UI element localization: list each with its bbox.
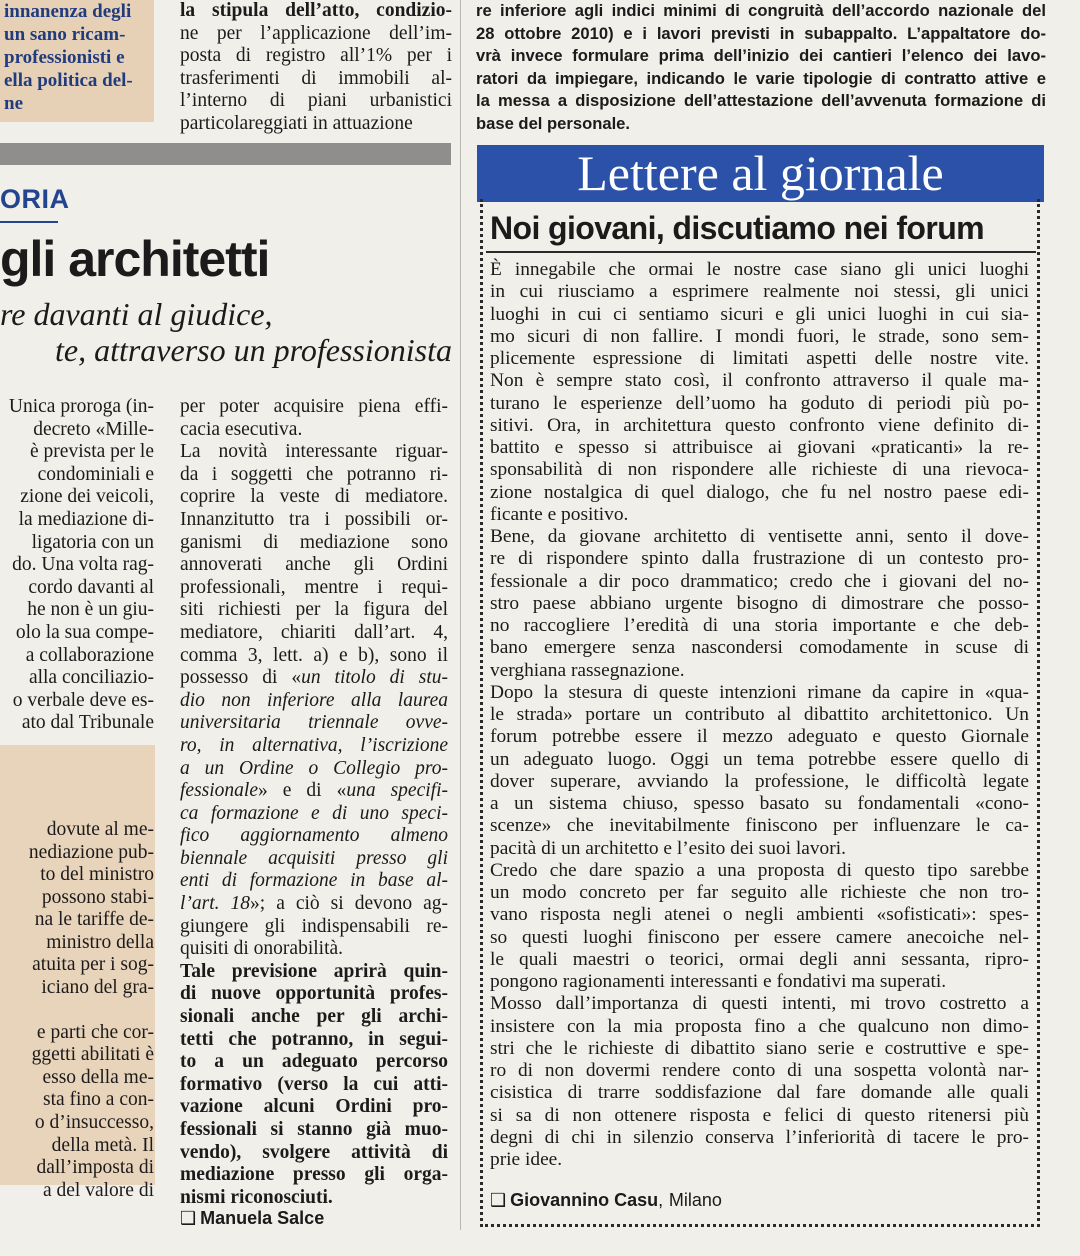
article-headline: gli architetti	[0, 231, 270, 287]
col2-italic-line: universitaria triennale ovve-	[180, 712, 448, 734]
col1-line: he non è un giu-	[27, 599, 154, 621]
top-col2-line: posta di registro all’1% per i	[180, 45, 452, 67]
col2-line: professionali, mentre i requi-	[180, 576, 448, 598]
col2-italic-span: fessionale	[180, 780, 258, 802]
col1-line: a collaborazione	[25, 644, 154, 666]
col1-line: na le tariffe de-	[34, 909, 154, 931]
letter-body	[490, 259, 1029, 1171]
col1-line: ministro della	[46, 931, 154, 953]
col2-line: La novità interessante riguar-	[180, 441, 448, 463]
letter-line: Dopo la stesura di queste intenzioni rimane da capire in «qua-	[490, 681, 1029, 703]
letter-line: si sa di non ottenere risposta e felici di questo ritenersi più	[490, 1104, 1029, 1126]
col2-italic-line: biennale acquisiti presso gli	[180, 847, 448, 869]
col2-line: da i soggetti che potranno ri-	[180, 463, 448, 485]
col2-line: comma 3, lett. a) e b), sono il	[180, 644, 448, 666]
letter-headline-rule	[486, 251, 1036, 253]
letter-line: le strada» portare un contributo al dibattito architettonico. Un	[490, 704, 1029, 725]
col1-line: o verbale deve es-	[12, 689, 154, 711]
letter-line: ro di non dovermi rendere conto di una sospetta volontà nar-	[490, 1060, 1029, 1081]
col2-italic-span: un titolo di stu-	[301, 667, 448, 689]
letter-line: un adeguato luogo. Oggi un tema potrebbe essere quello di	[490, 748, 1029, 770]
col2-bold-line: fessionali si stanno già muo-	[180, 1119, 448, 1140]
column-gap	[0, 1000, 154, 1022]
col1-line: do. Una volta rag-	[12, 554, 154, 576]
letter-line: sitivi. Ora, in architettura questo confronto viene definito di-	[490, 414, 1029, 436]
letter-line: pongono ragionamenti interessanti e fondativi ma superati.	[490, 971, 947, 992]
letter-line: battito e spesso si attribuisce ai giovani «praticanti» la re-	[490, 437, 1029, 458]
col2-bold-line: tetti che potranno, in segui-	[180, 1028, 448, 1050]
letter-line: le quali maestri o teorici, ormai degli anni sessanta, ripro-	[490, 948, 1029, 970]
col2-italic-line: fico aggiornamento almeno	[180, 825, 448, 847]
col2-bold-line: Tale previsione aprirà quin-	[180, 960, 448, 982]
letter-line: È innegabile che ormai le nostre case siano gli unici luoghi	[490, 259, 1029, 280]
col1-line: iciano del gra-	[41, 977, 154, 999]
top-col2-line: l’interno di piani urbanistici	[180, 90, 452, 112]
col2-span: » e di «	[258, 780, 347, 802]
letter-line: Non è sempre stato così, il confronto attraverso il quale ma-	[490, 370, 1029, 392]
col2-line: giungere gli indispensabili re-	[180, 915, 448, 937]
col1-line: condominiali e	[37, 463, 154, 485]
signature-name: Giovannino Casu	[510, 1190, 659, 1210]
letter-line: luoghi in cui ci sentiamo sicuri e gli unici luoghi in cui sia-	[490, 303, 1029, 325]
col2-line: siti richiesti per la figura del	[180, 599, 448, 621]
col1-line: a del valore di	[43, 1179, 154, 1201]
top-col2-line: la stipula dell’atto, condizio-	[180, 0, 452, 21]
col2-bold-line: sionali anche per gli archi-	[180, 1006, 448, 1028]
letter-line: stro paese abbiano urgente bisogno di dimostrare che posso-	[490, 592, 1029, 614]
col2-line	[180, 780, 448, 803]
letter-line: cisistica di trarre soddisfazione dal fare domande alle quali	[490, 1082, 1029, 1104]
col2-italic-line: ca formazione e di uno speci-	[180, 802, 448, 824]
byline-name: Manuela Salce	[200, 1208, 325, 1228]
col2-line	[180, 893, 448, 916]
article-byline	[180, 1208, 324, 1229]
letter-signature	[490, 1190, 722, 1211]
article-column-2	[180, 396, 448, 1209]
subhead-line-2: te, attraverso un professionista	[54, 332, 452, 368]
col1-line: possono stabi-	[41, 886, 154, 908]
col1-line: zione dei veicoli,	[20, 486, 154, 508]
shaded-box-line: professionisti e	[4, 47, 125, 68]
col2-bold-line: to a un adeguato percorso	[180, 1051, 448, 1073]
col1-line: la mediazione di-	[18, 508, 154, 530]
shaded-box-line: un sano ricam-	[4, 24, 126, 45]
letter-line: scenze» che inevitabilmente finiscono per influenzare le ca-	[490, 815, 1029, 837]
square-outline-icon: ❑	[180, 1208, 197, 1229]
top-right-line: re inferiore agli indici minimi di congruità dell’accordo nazionale del	[476, 1, 1046, 20]
letter-line: vano risposta negli atenei o negli ambienti «sofisticati»: spes-	[490, 904, 1029, 926]
col2-line: annoverati anche gli Ordini	[180, 554, 448, 576]
letter-line: mo sicuri di non fallire. I mondi fuori, le strade, sono sem-	[490, 325, 1029, 347]
col1-line: decreto «Mille-	[33, 418, 154, 440]
letter-headline: Noi giovani, discutiamo nei forum	[490, 210, 985, 246]
col2-bold-line: vendo), svolgere attività di	[180, 1141, 448, 1163]
top-col2-line: particolareggiati in attuazione	[180, 112, 413, 134]
shaded-box-line: ne	[4, 93, 23, 114]
col1-line: cordo davanti al	[28, 576, 154, 598]
letter-line: degni di chi in silenzio conserva l’inferiorità di tacere le pro-	[490, 1126, 1029, 1148]
article-subhead	[0, 296, 452, 368]
col1-line: o d’insuccesso,	[34, 1112, 154, 1134]
col2-line: per poter acquisire piena effi-	[180, 396, 448, 417]
letter-line: pacità di un architetto e l’esito dei suoi lavori.	[490, 837, 846, 859]
letters-banner-title: Lettere al giornale	[577, 145, 944, 201]
top-left-shaded-box	[0, 0, 154, 122]
top-col2-line: ne per l’applicazione dell’im-	[180, 22, 452, 44]
col2-bold-line: formativo (verso la cui atti-	[180, 1073, 448, 1095]
col1-line: olo la sua compe-	[15, 621, 154, 643]
top-right-line: la messa a disposizione dell’attestazione dell’avvenuta formazione di	[476, 91, 1046, 110]
letter-line: re di rispondere spinto dalla frustrazione di un contesto pro-	[490, 548, 1029, 570]
col1-line: ligatoria con un	[31, 531, 154, 553]
col2-span: »; a ciò si devono ag-	[250, 893, 448, 915]
top-right-line: ratori da impiegare, indicando le varie tipologie di contratto attive e	[476, 68, 1046, 88]
letter-line: bano emergere senza nascondersi comodamente in scuse di	[490, 637, 1029, 659]
square-outline-icon: ❑	[490, 1190, 507, 1211]
letter-line: a un sistema chiuso, spesso basato su fondamentali «cono-	[490, 793, 1029, 814]
col2-italic-span: una specifi-	[346, 780, 448, 802]
col2-line	[180, 667, 448, 690]
col1-line: atuita per i sog-	[32, 954, 154, 976]
column-gap	[0, 735, 154, 819]
col2-line: mediatore, chiariti dall’art. 4,	[180, 621, 448, 643]
letter-line: sponsabilità di non rispondere alle richieste di una rievoca-	[490, 459, 1029, 481]
col1-line: to del ministro	[40, 864, 154, 886]
col1-line: alla conciliazio-	[28, 667, 154, 689]
col2-line: coprire la veste di mediatore.	[180, 486, 448, 508]
col2-line: Innanzitutto tra i possibili or-	[180, 508, 448, 530]
col2-italic-line: ro, in alternativa, l’iscrizione	[180, 734, 448, 756]
letter-line: in cui riusciamo a esprimere realmente noi stessi, gli unici	[490, 281, 1029, 303]
col2-italic-line: a un Ordine o Collegio pro-	[180, 757, 448, 779]
col1-line: della metà. Il	[51, 1134, 154, 1156]
col2-bold-line: vazione alcuni Ordini pro-	[180, 1096, 448, 1118]
top-right-line: 28 ottobre 2010) e i lavori previsti in subappalto. L’appaltatore do-	[476, 23, 1046, 43]
column-divider	[460, 0, 461, 1230]
letter-line: Bene, da giovane architetto di ventisette anni, sento il dove-	[490, 526, 1029, 547]
top-column-2	[180, 0, 452, 136]
shaded-box-line: innanenza degli	[4, 1, 132, 22]
col2-bold-line: nismi riconosciuti.	[180, 1186, 333, 1208]
col1-line: ggetti abilitati è	[31, 1044, 154, 1066]
col2-line: quisiti di onorabilità.	[180, 938, 344, 960]
letter-line: forum potrebbe essere il mezzo adeguato e questo Giornale	[490, 726, 1029, 748]
col1-line: Unica proroga (in-	[8, 396, 154, 417]
letter-line: plicemente espressione di limitati aspetti delle nostre vite.	[490, 348, 1029, 369]
letter-line: stri che le richieste di dibattito siano serie e costruttive e spe-	[490, 1037, 1029, 1059]
letter-line: fessionale a dir poco drammatico; credo che i giovani del no-	[490, 570, 1029, 592]
letter-line: dover superare, avviando la professione, le difficoltà legate	[490, 770, 1029, 792]
letter-line: Credo che dare spazio a una proposta di questo tipo sarebbe	[490, 859, 1029, 881]
letter-line: turano le esperienze dell’uomo ha goduto di periodi più po-	[490, 392, 1029, 414]
col2-span: possesso di «	[180, 667, 302, 689]
subhead-line-1: re davanti al giudice,	[0, 296, 273, 332]
col2-italic-line: dio non inferiore alla laurea	[180, 689, 448, 711]
col1-line: sta fino a con-	[42, 1089, 154, 1111]
col1-line: e parti che cor-	[36, 1021, 154, 1043]
col2-italic-span: l’art. 18	[180, 893, 251, 915]
shaded-box-line: ella politica del-	[4, 70, 133, 91]
section-label-underline	[0, 221, 58, 223]
col2-bold-line: di nuove opportunità profes-	[180, 983, 448, 1005]
letter-line: prie idee.	[490, 1149, 563, 1170]
article-column-1	[0, 396, 154, 1202]
col1-line: ato dal Tribunale	[21, 712, 154, 734]
letter-line: un modo concreto per far seguito alle richieste che non tro-	[490, 882, 1029, 903]
letter-line: Mosso dall’importanza di questi intenti, mi trovo costretto a	[490, 993, 1029, 1015]
top-right-line: base del personale.	[476, 113, 631, 133]
signature-separator: ,	[658, 1190, 664, 1210]
col1-line: dovute al me-	[46, 818, 154, 840]
letter-line: insistere con la mia proposta fino a che qualcuno non dimo-	[490, 1015, 1029, 1037]
col1-line: è prevista per le	[30, 441, 154, 463]
col2-italic-line: enti di formazione in base al-	[180, 870, 448, 892]
col2-line: ganismi di mediazione sono	[180, 531, 448, 553]
letter-line: zione nostalgica di quel dialogo, che fu nel nostro paese edi-	[490, 481, 1029, 503]
letter-line: so questi luoghi finiscono per essere camere anecoiche nel-	[490, 926, 1029, 948]
letter-line: verghiana rassegnazione.	[490, 659, 685, 681]
col1-line: dall’imposta di	[36, 1157, 154, 1179]
section-label: ORIA	[0, 184, 70, 214]
col2-bold-line: mediazione presso gli orga-	[180, 1164, 448, 1186]
letter-line: no raccogliere l’eredità di una storia importante e che deb-	[490, 615, 1029, 636]
signature-city: Milano	[668, 1190, 722, 1210]
top-col2-line: trasferimenti di immobili al-	[180, 67, 452, 89]
col1-line: nediazione pub-	[28, 841, 154, 863]
letter-line: ficante e positivo.	[490, 503, 629, 525]
gray-divider-bar	[0, 143, 451, 165]
col1-line: esso della me-	[42, 1066, 154, 1088]
col2-line: cacia esecutiva.	[180, 418, 303, 440]
top-right-line: vrà invece formulare prima dell’inizio dei cantieri l’elenco dei lavo-	[476, 46, 1046, 65]
top-right-article-text	[476, 0, 1046, 135]
